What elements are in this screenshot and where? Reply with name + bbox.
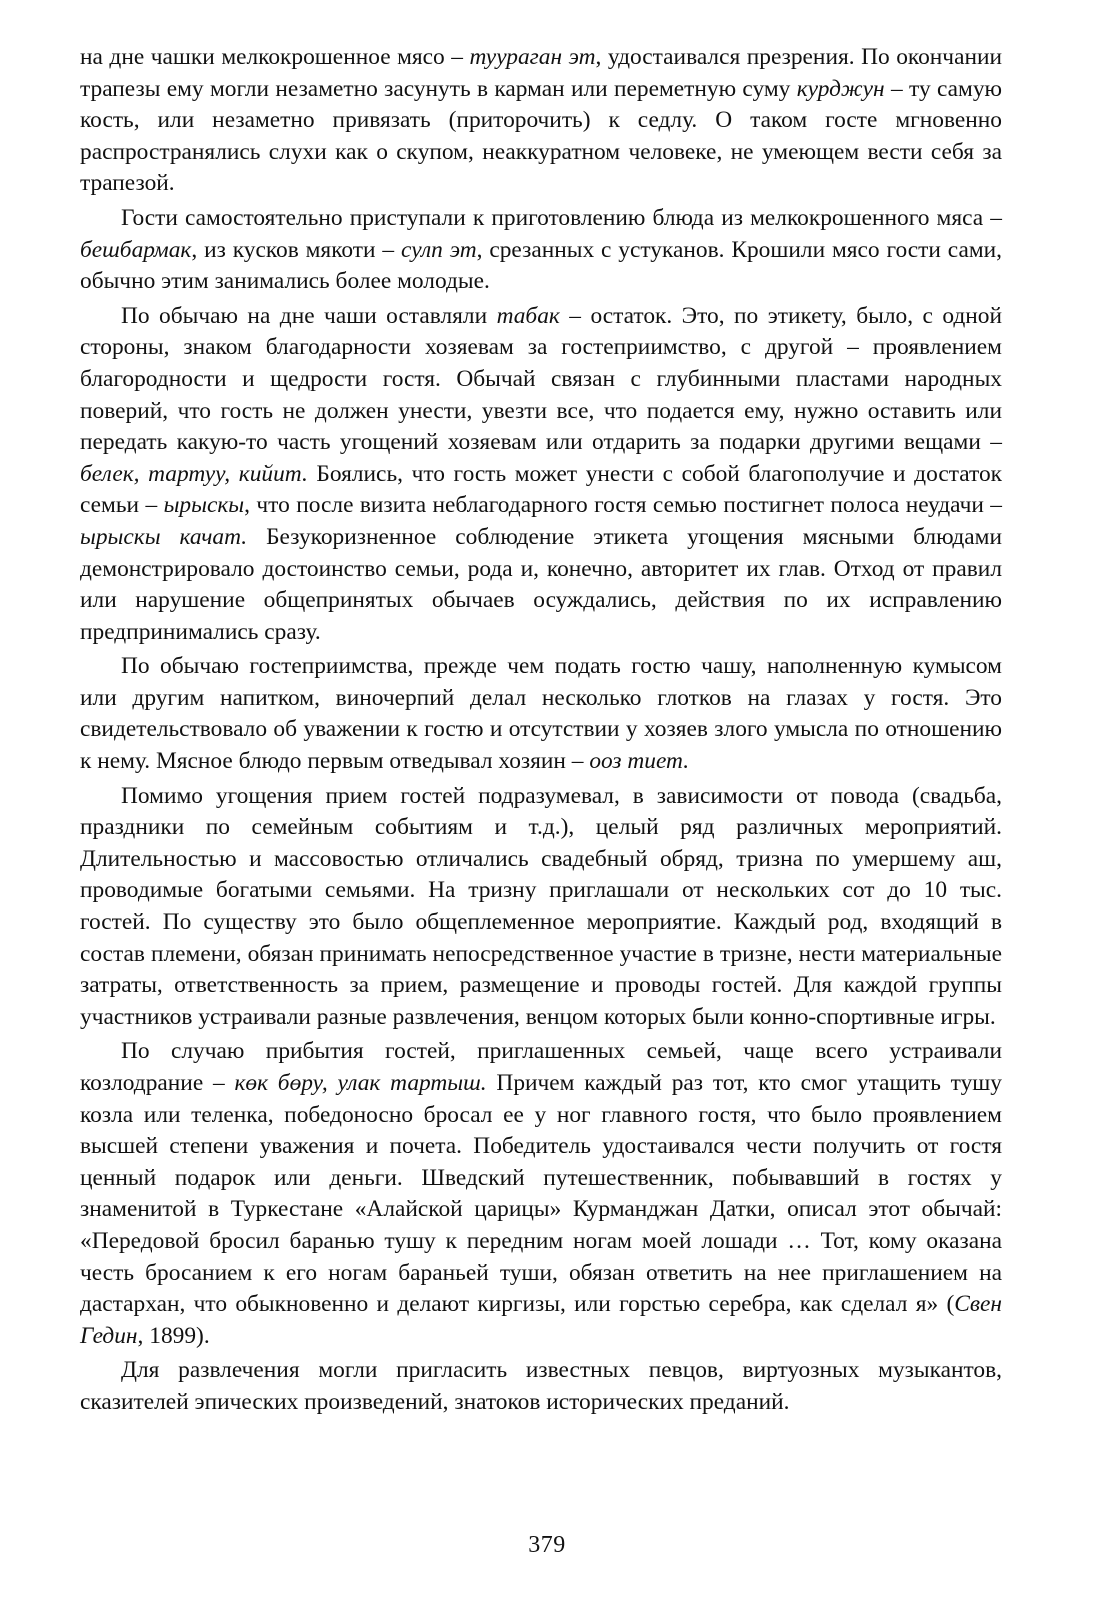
body-text <box>80 42 1002 1419</box>
paragraph <box>80 203 1002 298</box>
italic-term: туураган эт <box>469 44 596 70</box>
italic-term: көк бөру, улак тартыш. <box>234 1070 487 1096</box>
text-run: Боялись, что гость может унести с собой благополучие и достаток семьи – <box>80 460 1002 519</box>
paragraph <box>80 301 1002 649</box>
paragraph <box>80 42 1002 200</box>
italic-term: Свен Гедин <box>80 1291 1002 1349</box>
text-run: Причем каждый раз тот, кто смог утащить тушу козла или теленка, победоносно бросал ее у ног главного гостя, что было проявлением высшей степени уважения и почета. Победитель удостаивался чести получить от гостя ценный подарок или деньги. Шведский путешественник, побывавший в гостях у знаменитой в Туркестане «Алайской царицы» Курманджан Датки, описал этот обычай: «Передовой бросил баранью тушу к передним ногам моей лошади … Тот, кому оказана честь бросанием к его ногам бараньей туши, обязан ответить на нее приглашением на дастархан, что обыкновенно и делают киргизы, или горстью серебра, как сделал я» ( <box>80 1070 1003 1318</box>
text-run: По обычаю гостеприимства, прежде чем подать гостю чашу, наполненную кумысом или другим напитком, виночерпий делал несколько глотков на глазах у гостя. Это свидетельствовало об уважении к гостю и отсутствии у хозяев злого умысла по отношению к нему. Мясное блюдо первым отведывал хозяин – <box>80 653 1002 775</box>
text-run: По обычаю на дне чаши оставляли <box>121 302 497 329</box>
italic-term: ооз тиет. <box>589 748 690 775</box>
paragraph <box>80 781 1002 1034</box>
text-run: , что после визита неблагодарного гостя семью постигнет полоса неудачи – <box>244 492 1002 519</box>
italic-term: ырыскы качат. <box>80 523 248 550</box>
text-run: – остаток. Это, по этикету, было, с одной стороны, знаком благодарности хозяевам за гостеприимство, с другой – проявлением благородности и щедрости гостя. Обычай связан с глубинными пластами народных поверий, что гость не должен унести, увезти все, что подается ему, нужно оставить или передать какую-то часть угощений хозяевам или отдарить за подарки другими вещами – <box>80 302 1003 456</box>
paragraph <box>80 1355 1002 1418</box>
page-number: 379 <box>528 1532 566 1558</box>
text-run: Для развлечения могли пригласить известных певцов, виртуозных музыкантов, сказителей эпических произведений, знатоков исторических преданий. <box>80 1357 1002 1415</box>
italic-term: белек, тартуу, кийит. <box>80 460 308 487</box>
paragraph <box>80 651 1002 777</box>
text-run: Помимо угощения прием гостей подразумевал, в зависимости от повода (свадьба, праздники по семейным событиям и т.д.), целый ряд различных мероприятий. Длительностью и массовостью отличались свадебный обряд, тризна по умершему аш, проводимые богатыми семьями. На тризну приглашали от нескольких сот до 10 тыс. гостей. По существу это было общеплеменное мероприятие. Каждый род, входящий в состав племени, обязан принимать непосредственное участие в тризне, нести материальные затраты, ответственность за прием, размещение и проводы гостей. Для каждой группы участников устраивали разные развлечения, венцом которых были конно-спортивные игры. <box>80 782 1002 1030</box>
text-run: , 1899). <box>137 1322 210 1349</box>
text-run: , из кусков мякоти – <box>191 236 401 263</box>
italic-term: табак <box>496 302 560 329</box>
italic-term: курджун <box>796 75 885 102</box>
italic-term: сулп эт <box>400 236 477 263</box>
paragraph <box>80 1036 1002 1352</box>
text-run: , срезанных с устуканов. Крошили мясо гости сами, обычно этим занимались более молодые. <box>80 236 1002 295</box>
text-run: Гости самостоятельно приступали к приготовлению блюда из мелкокрошенного мяса – <box>121 204 1002 231</box>
text-run: По случаю прибытия гостей, приглашенных семьей, чаще всего устраивали козлодрание – <box>80 1038 1002 1096</box>
italic-term: бешбармак <box>80 236 192 263</box>
text-run: на дне чашки мелкокрошенное мясо – <box>80 44 470 70</box>
text-run: Безукоризненное соблюдение этикета угощения мясными блюдами демонстрировало достоинство семьи, рода и, конечно, авторитет их глав. Отход от правил или нарушение общепринятых обычаев осуждались, действия по их исправлению предпринимались сразу. <box>80 523 1002 645</box>
italic-term: ырыскы <box>163 492 245 519</box>
text-run: – ту самую кость, или незаметно привязать (приторочить) к седлу. О таком госте мгновенно распространялись слухи как о скупом, неаккуратном человеке, не умеющем вести себя за трапезой. <box>80 75 1002 197</box>
text-run: , удостаивался презрения. По окончании трапезы ему могли незаметно засунуть в карман или переметную суму <box>80 44 1002 102</box>
